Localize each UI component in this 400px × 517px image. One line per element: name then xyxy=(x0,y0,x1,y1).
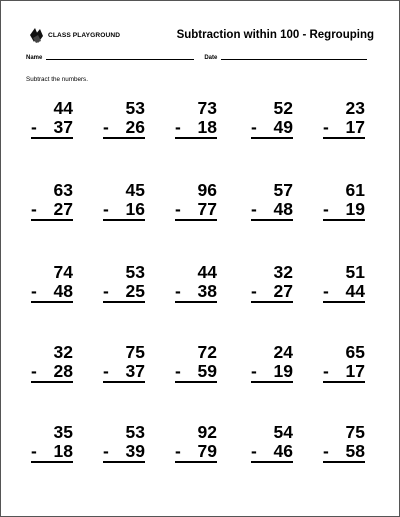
subtrahend: 18 xyxy=(197,117,217,137)
subtrahend: 38 xyxy=(197,281,217,301)
minus-sign: - xyxy=(175,361,181,381)
minuend: 72 xyxy=(197,342,217,362)
subtrahend: 18 xyxy=(53,441,73,461)
subtrahend-row xyxy=(323,118,365,137)
subtrahend-row xyxy=(175,118,217,137)
minus-sign: - xyxy=(251,441,257,461)
subtraction-problem xyxy=(175,263,217,303)
minuend: 53 xyxy=(125,262,145,282)
answer-line xyxy=(323,381,365,383)
subtraction-problem xyxy=(323,423,365,463)
subtraction-problem xyxy=(175,343,217,383)
answer-line xyxy=(175,301,217,303)
subtrahend-row xyxy=(31,118,73,137)
subtraction-problem xyxy=(103,343,145,383)
minus-sign: - xyxy=(103,199,109,219)
name-date-row xyxy=(26,55,374,61)
subtrahend: 77 xyxy=(197,199,217,219)
minuend: 51 xyxy=(345,262,365,282)
minuend: 32 xyxy=(273,262,293,282)
minuend: 44 xyxy=(197,262,217,282)
minus-sign: - xyxy=(31,199,37,219)
minus-sign: - xyxy=(251,281,257,301)
subtraction-problem xyxy=(175,423,217,463)
subtrahend: 26 xyxy=(125,117,145,137)
subtraction-problem xyxy=(323,343,365,383)
answer-line xyxy=(323,219,365,221)
minuend: 92 xyxy=(197,422,217,442)
subtraction-problem xyxy=(323,263,365,303)
subtraction-problem xyxy=(323,181,365,221)
subtraction-problem xyxy=(31,343,73,383)
subtrahend-row xyxy=(323,282,365,301)
answer-line xyxy=(103,219,145,221)
minus-sign: - xyxy=(251,361,257,381)
subtraction-problem xyxy=(31,99,73,139)
answer-line xyxy=(323,461,365,463)
subtrahend-row xyxy=(31,282,73,301)
subtrahend-row xyxy=(323,442,365,461)
minuend: 52 xyxy=(273,98,293,118)
minus-sign: - xyxy=(323,199,329,219)
answer-line xyxy=(251,461,293,463)
minus-sign: - xyxy=(31,361,37,381)
answer-line xyxy=(323,301,365,303)
subtraction-problem xyxy=(323,99,365,139)
name-field[interactable] xyxy=(46,58,194,60)
minuend: 75 xyxy=(125,342,145,362)
minus-sign: - xyxy=(103,281,109,301)
minuend: 45 xyxy=(125,180,145,200)
subtrahend: 17 xyxy=(345,361,365,381)
subtrahend-row xyxy=(103,442,145,461)
subtrahend-row xyxy=(323,362,365,381)
minus-sign: - xyxy=(31,281,37,301)
minus-sign: - xyxy=(175,117,181,137)
minuend: 96 xyxy=(197,180,217,200)
minuend: 61 xyxy=(345,180,365,200)
subtrahend-row xyxy=(31,200,73,219)
logo-text: CLASS PLAYGROUND xyxy=(48,31,121,39)
subtrahend: 79 xyxy=(197,441,217,461)
answer-line xyxy=(103,137,145,139)
answer-line xyxy=(31,219,73,221)
minuend: 32 xyxy=(53,342,73,362)
subtraction-problem xyxy=(103,423,145,463)
subtrahend: 48 xyxy=(53,281,73,301)
subtraction-problem xyxy=(251,181,293,221)
minus-sign: - xyxy=(103,117,109,137)
subtrahend-row xyxy=(175,442,217,461)
subtrahend: 44 xyxy=(345,281,365,301)
subtrahend-row xyxy=(175,282,217,301)
subtrahend-row xyxy=(251,200,293,219)
minus-sign: - xyxy=(323,441,329,461)
subtraction-problem xyxy=(175,99,217,139)
subtraction-problem xyxy=(251,99,293,139)
stacked-leaves-logo-icon xyxy=(29,26,45,44)
answer-line xyxy=(251,381,293,383)
answer-line xyxy=(251,137,293,139)
answer-line xyxy=(31,381,73,383)
subtrahend-row xyxy=(103,282,145,301)
subtrahend-row xyxy=(251,282,293,301)
subtrahend: 28 xyxy=(53,361,73,381)
subtrahend: 27 xyxy=(53,199,73,219)
subtrahend-row xyxy=(103,362,145,381)
answer-line xyxy=(323,137,365,139)
minus-sign: - xyxy=(103,361,109,381)
subtrahend: 16 xyxy=(125,199,145,219)
subtrahend: 27 xyxy=(273,281,293,301)
answer-line xyxy=(103,461,145,463)
subtraction-problem xyxy=(103,181,145,221)
minus-sign: - xyxy=(175,199,181,219)
subtrahend: 19 xyxy=(273,361,293,381)
minuend: 44 xyxy=(53,98,73,118)
answer-line xyxy=(251,219,293,221)
minuend: 63 xyxy=(53,180,73,200)
subtrahend-row xyxy=(175,362,217,381)
subtrahend-row xyxy=(103,118,145,137)
subtrahend: 39 xyxy=(125,441,145,461)
answer-line xyxy=(31,461,73,463)
minuend: 54 xyxy=(273,422,293,442)
subtrahend-row xyxy=(31,442,73,461)
subtrahend-row xyxy=(175,200,217,219)
answer-line xyxy=(103,381,145,383)
answer-line xyxy=(175,137,217,139)
subtraction-problem xyxy=(103,263,145,303)
subtrahend-row xyxy=(323,200,365,219)
instructions: Subtract the numbers. xyxy=(26,76,88,83)
date-label: Date xyxy=(204,55,218,61)
subtrahend-row xyxy=(251,442,293,461)
minuend: 24 xyxy=(273,342,293,362)
minuend: 53 xyxy=(125,422,145,442)
minuend: 23 xyxy=(345,98,365,118)
subtraction-problem xyxy=(251,263,293,303)
answer-line xyxy=(251,301,293,303)
answer-line xyxy=(175,381,217,383)
subtrahend-row xyxy=(251,362,293,381)
subtrahend: 48 xyxy=(273,199,293,219)
subtraction-problem xyxy=(251,343,293,383)
answer-line xyxy=(103,301,145,303)
subtrahend: 46 xyxy=(273,441,293,461)
subtrahend: 37 xyxy=(125,361,145,381)
subtrahend: 49 xyxy=(273,117,293,137)
answer-line xyxy=(175,461,217,463)
subtraction-problem xyxy=(103,99,145,139)
minus-sign: - xyxy=(31,441,37,461)
minuend: 57 xyxy=(273,180,293,200)
minuend: 73 xyxy=(197,98,217,118)
minus-sign: - xyxy=(103,441,109,461)
minus-sign: - xyxy=(323,361,329,381)
subtraction-problem xyxy=(31,423,73,463)
minus-sign: - xyxy=(251,117,257,137)
answer-line xyxy=(31,301,73,303)
subtraction-problem xyxy=(175,181,217,221)
page-title: Subtraction within 100 - Regrouping xyxy=(176,29,374,41)
minus-sign: - xyxy=(31,117,37,137)
subtrahend-row xyxy=(103,200,145,219)
subtrahend: 59 xyxy=(197,361,217,381)
name-label: Name xyxy=(26,55,43,61)
subtrahend-row xyxy=(251,118,293,137)
minus-sign: - xyxy=(175,441,181,461)
subtraction-problem xyxy=(31,181,73,221)
minuend: 74 xyxy=(53,262,73,282)
minuend: 75 xyxy=(345,422,365,442)
subtraction-problem xyxy=(251,423,293,463)
date-field[interactable] xyxy=(221,58,367,60)
minus-sign: - xyxy=(175,281,181,301)
minus-sign: - xyxy=(323,281,329,301)
subtrahend: 25 xyxy=(125,281,145,301)
minuend: 35 xyxy=(53,422,73,442)
answer-line xyxy=(31,137,73,139)
logo xyxy=(29,26,120,44)
subtrahend: 19 xyxy=(345,199,365,219)
minuend: 53 xyxy=(125,98,145,118)
subtraction-problem xyxy=(31,263,73,303)
minus-sign: - xyxy=(251,199,257,219)
minus-sign: - xyxy=(323,117,329,137)
subtrahend: 17 xyxy=(345,117,365,137)
minuend: 65 xyxy=(345,342,365,362)
subtrahend-row xyxy=(31,362,73,381)
subtrahend: 37 xyxy=(53,117,73,137)
answer-line xyxy=(175,219,217,221)
subtrahend: 58 xyxy=(345,441,365,461)
